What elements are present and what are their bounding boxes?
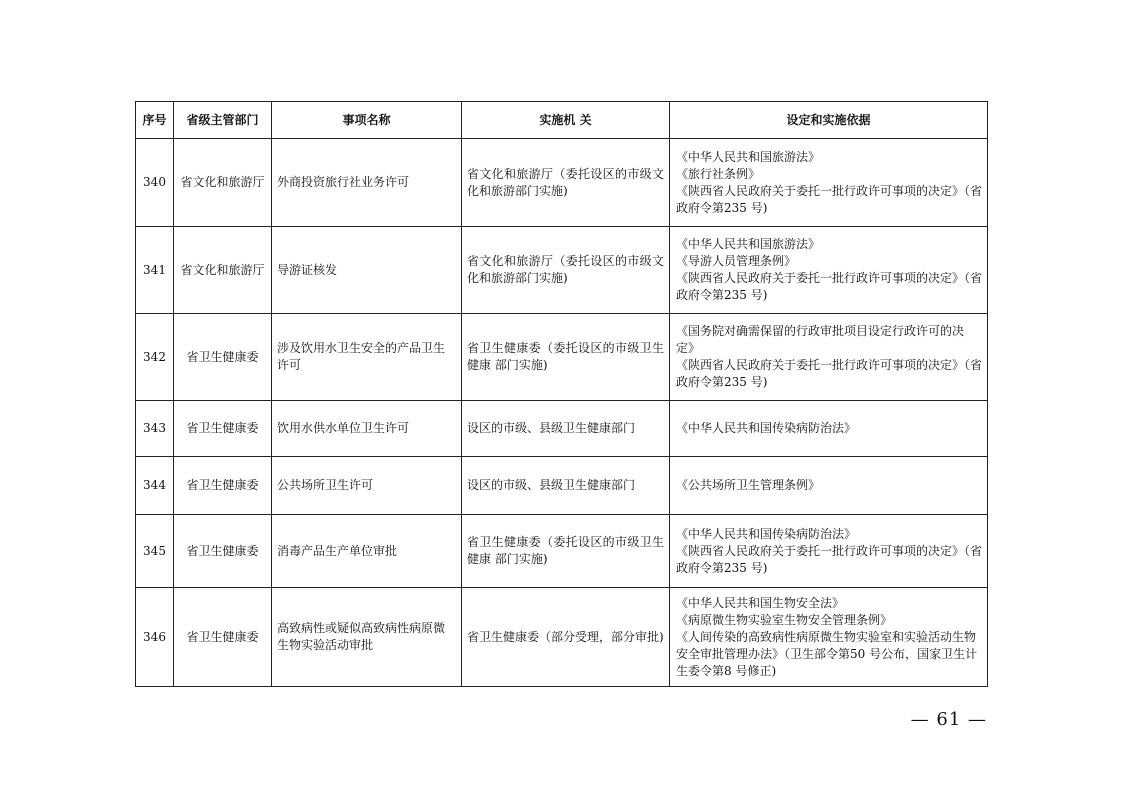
table-row [136,314,988,401]
row-basis [670,401,988,457]
table-header-row [136,102,988,139]
row-dept: 省文化和旅游厅 [174,227,272,314]
row-item-name: 导游证核发 [272,227,462,314]
row-number: 342 [136,314,174,401]
row-item-name: 饮用水供水单位卫生许可 [272,401,462,457]
table-row [136,457,988,515]
row-basis [670,139,988,227]
basis-line: 《陕西省人民政府关于委托一批行政许可事项的决定》（省政府令第235 号) [676,358,983,389]
row-basis [670,457,988,515]
row-item-name: 外商投资旅行社业务许可 [272,139,462,227]
basis-line: 《国务院对确需保留的行政审批项目设定行政许可的决定》 [676,324,965,355]
row-dept: 省卫生健康委 [174,401,272,457]
row-number: 343 [136,401,174,457]
row-dept: 省卫生健康委 [174,457,272,515]
row-org: 设区的市级、县级卫生健康部门 [462,457,670,515]
row-number: 341 [136,227,174,314]
basis-line: 《导游人员管理条例》 [676,254,797,268]
table-row [136,588,988,687]
row-org: 省卫生健康委（委托设区的市级卫生健康 部门实施) [462,515,670,588]
table-row [136,401,988,457]
row-org: 设区的市级、县级卫生健康部门 [462,401,670,457]
row-dept: 省卫生健康委 [174,515,272,588]
row-item-name: 涉及饮用水卫生安全的产品卫生许可 [272,314,462,401]
row-basis [670,588,988,687]
row-dept: 省卫生健康委 [174,588,272,687]
basis-line: 《中华人民共和国旅游法》 [676,149,821,164]
basis-line: 《中华人民共和国传染病防治法》 [676,421,857,435]
row-number: 345 [136,515,174,588]
basis-line: 《中华人民共和国旅游法》 [676,237,821,251]
row-item-name: 消毒产品生产单位审批 [272,515,462,588]
basis-line: 《中华人民共和国传染病防治法》 [676,526,857,541]
row-number: 344 [136,457,174,515]
row-org: 省卫生健康委（部分受理，部分审批) [462,588,670,687]
page-number: — 61 — [910,709,987,730]
basis-line: 《人间传染的高致病性病原微生物实验室和实验活动生物安全审批管理办法》（卫生部令第50 号公布，国家卫生计生委令第8 号修正) [676,629,978,678]
row-dept: 省卫生健康委 [174,314,272,401]
header-name: 事项名称 [272,102,462,139]
basis-line: 《病原微生物实验室生物安全管理条例》 [676,612,893,627]
header-no: 序号 [136,102,174,139]
items-table [135,101,988,687]
row-dept: 省文化和旅游厅 [174,139,272,227]
row-item-name: 公共场所卫生许可 [272,457,462,515]
basis-line: 《陕西省人民政府关于委托一批行政许可事项的决定》（省政府令第235 号) [676,183,983,215]
row-org: 省文化和旅游厅（委托设区的市级文化和旅游部门实施) [462,227,670,314]
row-org: 省卫生健康委（委托设区的市级卫生健康 部门实施) [462,314,670,401]
row-org: 省文化和旅游厅（委托设区的市级文化和旅游部门实施) [462,139,670,227]
table-row [136,515,988,588]
basis-line: 《陕西省人民政府关于委托一批行政许可事项的决定》（省政府令第235 号) [676,543,983,575]
row-item-name: 高致病性或疑似高致病性病原微生物实验活动审批 [272,588,462,687]
row-number: 346 [136,588,174,687]
row-number: 340 [136,139,174,227]
header-dept: 省级主管部门 [174,102,272,139]
basis-line: 《旅行社条例》 [676,166,761,181]
header-basis: 设定和实施依据 [670,102,988,139]
table-row [136,139,988,227]
basis-line: 《公共场所卫生管理条例》 [676,478,821,492]
header-org: 实施机 关 [462,102,670,139]
basis-line: 《陕西省人民政府关于委托一批行政许可事项的决定》（省政府令第235 号) [676,271,983,302]
table-row [136,227,988,314]
row-basis [670,227,988,314]
row-basis [670,515,988,588]
row-basis [670,314,988,401]
basis-line: 《中华人民共和国生物安全法》 [676,595,845,610]
